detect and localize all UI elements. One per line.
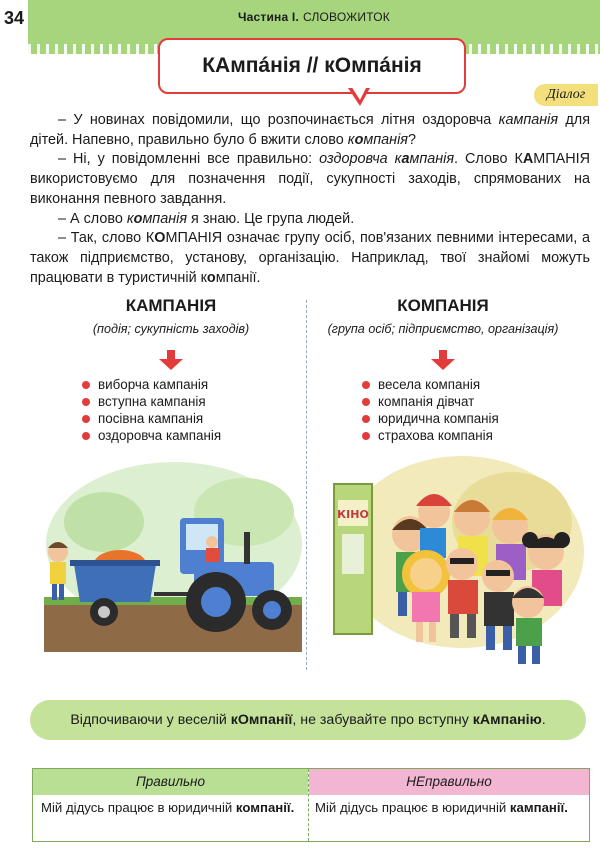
down-arrow-icon xyxy=(159,350,183,370)
column-subtitle-left: (подія; сукупність заходів) xyxy=(92,322,250,336)
list-item: оздоровча кампанія xyxy=(82,427,306,444)
part-name: СЛОВОЖИТОК xyxy=(302,10,390,24)
page-number: 34 xyxy=(4,8,25,28)
column-kampaniia xyxy=(36,296,306,444)
tractor-illustration xyxy=(44,452,302,652)
column-kompaniia xyxy=(308,296,578,444)
list-item: весела компанія xyxy=(362,376,578,393)
dialog-line-1: – У новинах повідомили, що розпочинається літня оздоровча кампанія для дітей. Напевно, правильно було б вжити слово компанія? xyxy=(30,112,590,148)
column-divider xyxy=(306,300,307,670)
correct-incorrect-table xyxy=(32,768,590,842)
bullet-icon xyxy=(82,381,90,389)
dialog-line-3: – А слово компанія я знаю. Це група людей. xyxy=(58,210,355,227)
list-item: юридична компанія xyxy=(362,410,578,427)
lesson-title: КАмпáнія // кОмпáнія xyxy=(158,38,466,94)
bullet-icon xyxy=(82,415,90,423)
bullet-icon xyxy=(82,398,90,406)
part-prefix: Частина I. xyxy=(238,10,299,24)
children-company-illustration xyxy=(322,452,584,672)
correct-example: Мій дідусь працює в юридичній компанії. xyxy=(41,800,295,815)
examples-list-left xyxy=(82,376,306,444)
bullet-icon xyxy=(362,381,370,389)
column-subtitle-right: (група осіб; підприємство, організація) xyxy=(327,322,559,336)
dialog-line-4: – Так, слово КОМПАНІЯ означає групу осіб, пов'язаних певними інтересами, а також підприємство, установу, організацію. Наприклад, твої знайомі можуть працювати в туристичній компанії. xyxy=(30,230,590,286)
correct-header: Правильно xyxy=(33,769,308,795)
list-item: виборча кампанія xyxy=(82,376,306,393)
incorrect-header: НЕправильно xyxy=(309,769,589,795)
bullet-icon xyxy=(82,432,90,440)
bullet-icon xyxy=(362,398,370,406)
down-arrow-icon xyxy=(431,350,455,370)
part-title xyxy=(28,10,600,24)
table-divider xyxy=(308,769,309,841)
list-item: посівна кампанія xyxy=(82,410,306,427)
cinema-sign: КІНО xyxy=(337,508,369,521)
slogan-banner: Відпочиваючи у веселій кОмпанії, не забувайте про вступну кАмпанію. xyxy=(30,700,586,740)
column-heading-right: КОМПАНІЯ xyxy=(397,296,489,315)
bullet-icon xyxy=(362,415,370,423)
dialog-tag: Діалог xyxy=(534,84,598,106)
dialog-line-2: – Ні, у повідомленні все правильно: оздоровча кампанія. Слово КАМПАНІЯ використовуємо для позначення події, сукупності заходів, спрямованих на виконання певного завдання. xyxy=(30,151,590,207)
dialog-text xyxy=(30,111,590,288)
list-item: страхова компанія xyxy=(362,427,578,444)
list-item: вступна кампанія xyxy=(82,393,306,410)
column-heading-left: КАМПАНІЯ xyxy=(125,296,217,315)
incorrect-example: Мій дідусь працює в юридичній кампанії. xyxy=(315,800,568,815)
list-item: компанія дівчат xyxy=(362,393,578,410)
bullet-icon xyxy=(362,432,370,440)
examples-list-right xyxy=(362,376,578,444)
